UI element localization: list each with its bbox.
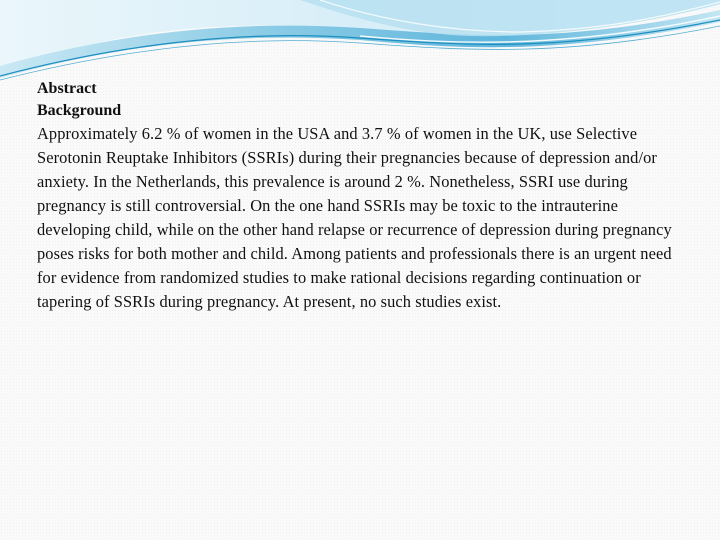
abstract-content bbox=[37, 78, 677, 314]
background-paragraph: Approximately 6.2 % of women in the USA and 3.7 % of women in the UK, use Selective Serotonin Reuptake Inhibitors (SSRIs) during their pregnancies because of depression and/or anxiety. In the Netherlands, this prevalence is around 2 %. Nonetheless, SSRI use during pregnancy is still controversial. On the one hand SSRIs may be toxic to the intrauterine developing child, while on the other hand relapse or recurrence of depression during pregnancy poses risks for both mother and child. Among patients and professionals there is an urgent need for evidence from randomized studies to make rational decisions regarding continuation or tapering of SSRIs during pregnancy. At present, no such studies exist. bbox=[37, 124, 672, 311]
heading-background: Background bbox=[37, 102, 122, 119]
header-wave-decoration bbox=[0, 0, 720, 90]
heading-abstract: Abstract bbox=[37, 80, 97, 97]
